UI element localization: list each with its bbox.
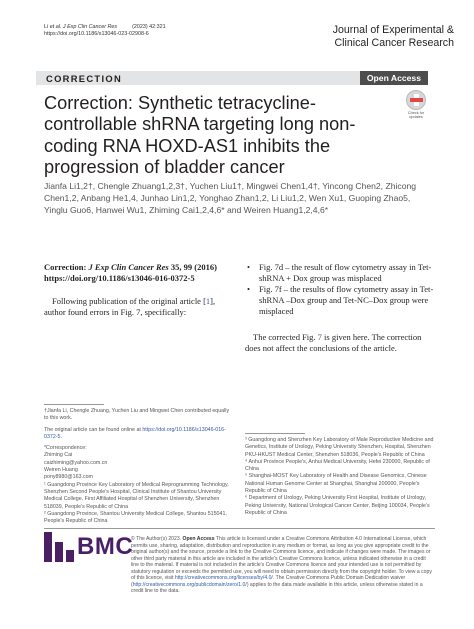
article-type-bar: [36, 71, 428, 85]
bmc-logo-text: BMC: [77, 533, 134, 560]
open-access-label: Open Access: [182, 536, 215, 542]
citation-journal-name: J Exp Clin Cancer Res: [88, 262, 169, 272]
original-article-text: The original article can be found online at: [44, 426, 143, 433]
crossmark-label-line2: updates: [409, 115, 423, 120]
journal-name-line2: Clinical Cancer Research: [334, 36, 454, 49]
correspondence-block: [44, 445, 234, 525]
original-article-note: [44, 427, 234, 442]
affiliation: ⁵ Shanghai-MOST Key Laboratory of Health and Disease Genomics, Chinese National Human Genome Center at Shanghai, Shanghai 200000, People's Republic of China: [245, 473, 427, 495]
affiliation: ⁶ Department of Urology, Peking University First Hospital, Institute of Urology, Peking University, National Urological Cancer Center, Beijing 100034, People's Republic of China: [245, 495, 430, 516]
open-access-badge: Open Access: [360, 71, 428, 85]
correction-citation: [44, 262, 234, 284]
journal-name-line1: Journal of Experimental &: [332, 24, 454, 36]
conclusion-text-after: is given here. The correction does not affect the conclusions of the article.: [245, 332, 422, 353]
footnotes-right: [245, 437, 435, 517]
citation-details: 35, 99 (2016) https://doi.org/10.1186/s13046-016-0372-5: [44, 262, 217, 283]
license-divider: [44, 528, 435, 529]
list-item-text: Fig. 7d – the result of flow cytometry assay in Tet-shRNA + Dox group was misplaced: [259, 262, 432, 283]
citation-journal: et al. J Exp Clin Cancer Res: [49, 24, 118, 30]
journal-name: [274, 24, 454, 49]
correspondence-label: *Correspondence:: [44, 445, 87, 452]
footnote-divider: [44, 404, 104, 405]
bmc-mark-icon: [44, 532, 74, 562]
lead-text-before: Following publication of the original article [: [52, 296, 206, 306]
equal-contribution-note: †Jianfa Li, Chengle Zhuang, Yuchen Liu and Mingwei Chen contributed equally to this work.: [44, 408, 230, 422]
crossmark-label: [404, 111, 428, 120]
article-type: CORRECTION: [46, 73, 123, 84]
bullet-icon: •: [247, 284, 250, 294]
article-doi[interactable]: https://doi.org/10.1186/s13046-023-02908-6: [44, 31, 149, 38]
conclusion-paragraph: [245, 332, 434, 354]
corresponding-author: Weiren Huang: [44, 467, 78, 474]
conclusion-text-before: The corrected Fig.: [253, 332, 318, 342]
corresponding-email[interactable]: pony8980@163.com: [44, 474, 93, 481]
original-article-end: .: [60, 433, 62, 440]
citation-line: [44, 24, 166, 31]
author-list: Jianfa Li1,2†, Chengle Zhuang1,2,3†, Yuchen Liu1†, Mingwei Chen1,4†, Yincong Chen2, Zhicong Chen1,2, Anbang He1,4, Junhao Lin1,2, Yonghao Zhan1,2, Li Liu1,2, Wen Xu1, Guoping Zhao5, Yinglu Guo6, Hanwei Wu1, Zhiming Cai1,2,4,6* and Weiren Huang1,2,4,6*: [44, 181, 417, 215]
lead-paragraph: [44, 296, 234, 318]
lead-text-after: ], author found errors in Fig. 7, specifically:: [44, 296, 216, 317]
bullet-icon: •: [247, 262, 250, 272]
corresponding-email[interactable]: caizhiming@yahoo.com.cn: [44, 459, 108, 466]
figure-link[interactable]: 7: [317, 332, 322, 342]
license-link[interactable]: http://creativecommons.org/licenses/by/4.0/: [174, 575, 273, 581]
license-text-end: ) applies to the data made available in this article, unless otherwise stated in a credit line to the data.: [131, 581, 423, 594]
affiliation: ¹ Guangdong Province Key Laboratory of Medical Reprogramming Technology, Shenzhen Second People's Hospital, Clinical Institute of Shantou University Medical College, First Affiliated Hospital of Shenzhen University, Shenzhen 518039, People's Republic of China: [44, 481, 229, 510]
running-head: [44, 24, 166, 38]
body-right-column: [245, 262, 434, 354]
article-title: Correction: Synthetic tetracycline-controllable shRNA targeting long non-coding RNA HOXD-AS1 inhibits the progression of bladder cancer: [44, 93, 356, 177]
list-item: [245, 262, 434, 284]
license-statement: [131, 536, 435, 595]
affiliation: ² Guangdong Province, Shantou University Medical College, Shantou 515041, People's Republic of China: [44, 510, 227, 525]
citation-volume: (2023) 42:321: [117, 24, 166, 30]
affiliation: ³ Guangdong and Shenzhen Key Laboratory of Male Reproductive Medicine and Genetics, Institute of Urology, Peking University Shenzhen, Hospital, Shenzhen PKU-HKUST Medical Center, Shenzhen 518036, People's Republic of China: [245, 437, 434, 458]
footnote-divider: [245, 433, 305, 434]
citation-label: Correction:: [44, 262, 89, 272]
license-text: This article is licensed under a Creative Commons Attribution 4.0 International License, which permits use, sharing, adaptation, distribution and reproduction in any medium or format, as long as you give appropriate credit to the original author(s) and the source, provide a link to the Creative Commons licence, and indicate if changes were made. The images or other third party material in this article are included in the article's Creative Commons licence, unless indicated otherwise in a credit line to the material. If material is not included in the article's Creative Commons licence and your intended use is not permitted by statutory regulation or exceeds the permitted use, you will need to obtain permission directly from the copyright holder. To view a copy of this licence, visit: [131, 536, 432, 581]
bmc-logo: [44, 532, 134, 562]
list-item-text: Fig. 7f – the results of flow cytometry assay in Tet-shRNA –Dox group and Tet-NC–Dox group were misplaced: [259, 284, 434, 316]
reference-link[interactable]: 1: [205, 296, 211, 306]
waiver-link[interactable]: http://creativecommons.org/publicdomain/zero/1.0/: [132, 581, 247, 588]
affiliation: ⁴ Anhui Province People's, Anhui Medical University, Hefei 230000, Republic of China: [245, 458, 430, 473]
license-text-mid: . The Creative Commons Public Domain Dedication waiver (: [131, 575, 406, 588]
copyright-text: © The Author(s) 2023.: [131, 536, 183, 542]
citation-prefix: Li: [44, 24, 50, 30]
corresponding-author: Zhiming Cai: [44, 452, 73, 459]
list-item: [245, 284, 434, 317]
footnotes-left: [44, 408, 234, 525]
body-left-column: [44, 262, 234, 318]
check-for-updates-badge[interactable]: [404, 90, 428, 120]
crossmark-icon: [406, 90, 426, 110]
crossmark-label-line1: Check for: [407, 111, 425, 115]
original-article-link[interactable]: https://doi.org/10.1186/s13046-016-0372-5: [44, 426, 226, 440]
